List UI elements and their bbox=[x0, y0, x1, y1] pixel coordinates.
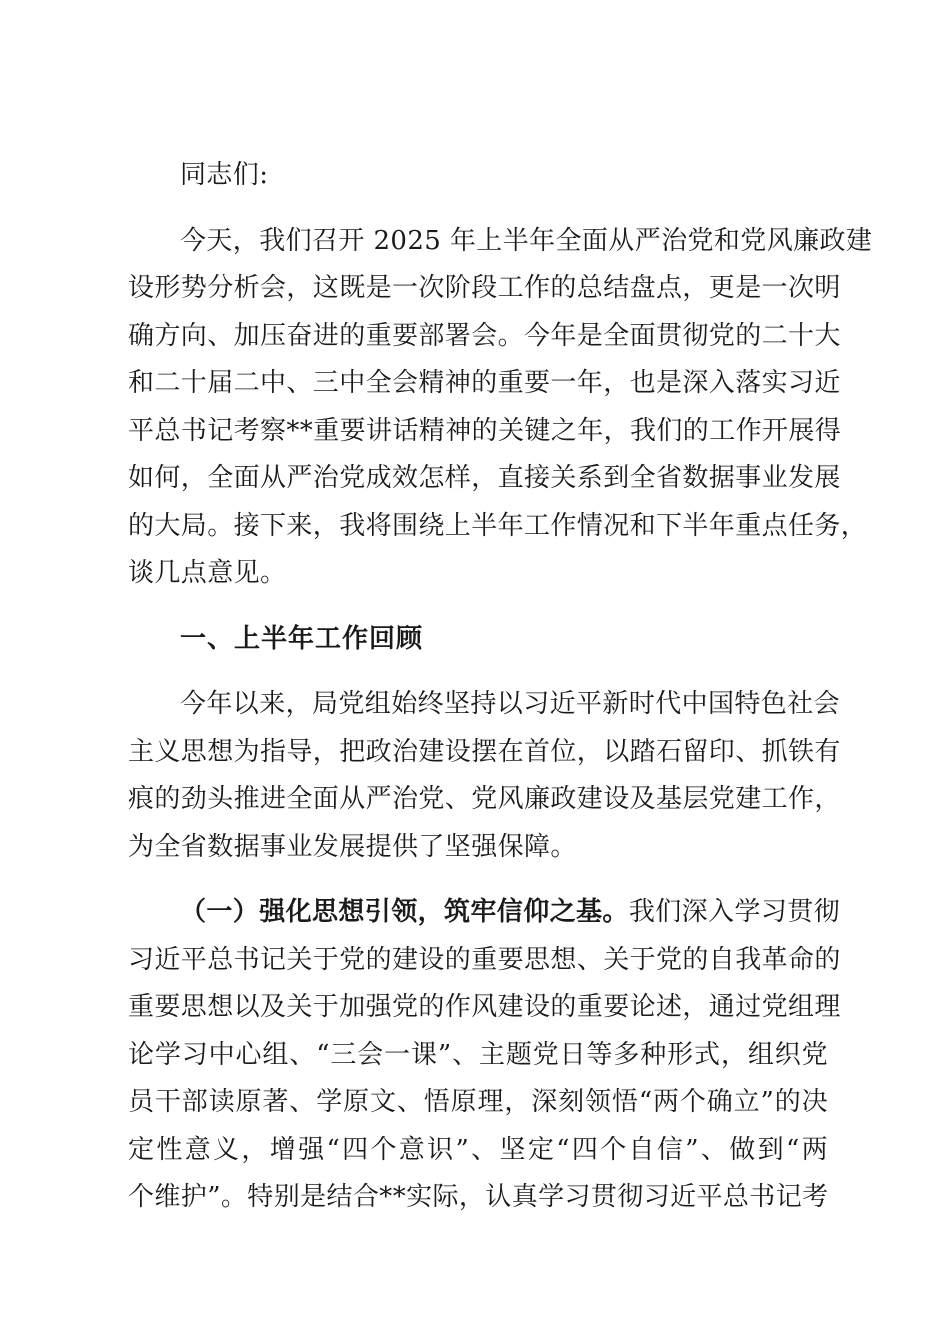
section-heading: 一、上半年工作回顾 bbox=[180, 623, 424, 654]
text-line: 员干部读原著、学原文、悟原理，深刻领悟“两个确立”的决 bbox=[128, 1087, 828, 1117]
document-body bbox=[128, 152, 873, 1222]
paragraph-gap bbox=[128, 598, 828, 616]
subsection1-paragraph bbox=[128, 889, 841, 1222]
text-line: 习近平总书记关于党的建设的重要思想、关于党的自我革命的 bbox=[128, 944, 841, 975]
text-line: 定性意义，增强“四个意识”、坚定“四个自信”、做到“两 bbox=[128, 1134, 828, 1165]
paragraph-gap bbox=[128, 663, 828, 681]
text-line: 今天，我们召开 2025 年上半年全面从严治党和党风廉政建 bbox=[180, 225, 873, 256]
text-line: 今年以来，局党组始终坚持以习近平新时代中国特色社会 bbox=[180, 689, 841, 719]
text-line: 重要思想以及关于加强党的作风建设的重要论述，通过党组理 bbox=[128, 992, 841, 1022]
text-line: 平总书记考察**重要讲话精神的关键之年，我们的工作开展得 bbox=[128, 415, 842, 446]
text-line: 痕的劲头推进全面从严治党、党风廉政建设及基层党建工作， bbox=[128, 784, 841, 814]
text-line: 的大局。接下来，我将围绕上半年工作情况和下半年重点任务， bbox=[128, 510, 868, 541]
text-line: 和二十届二中、三中全会精神的重要一年，也是深入落实习近 bbox=[128, 368, 841, 398]
paragraph-gap bbox=[128, 871, 828, 889]
text-line: 谈几点意见。 bbox=[128, 558, 287, 588]
text-line: 个维护”。特别是结合**实际，认真学习贯彻习近平总书记考 bbox=[128, 1182, 829, 1212]
text-line: 如何，全面从严治党成效怎样，直接关系到全省数据事业发展 bbox=[128, 463, 841, 493]
intro-paragraph bbox=[128, 218, 873, 598]
salutation: 同志们: bbox=[180, 160, 269, 190]
section1-paragraph bbox=[128, 681, 841, 871]
text-line: 确方向、加压奋进的重要部署会。今年是全面贯彻党的二十大 bbox=[128, 320, 841, 351]
paragraph-gap bbox=[128, 200, 828, 218]
text-run: 我们深入学习贯彻 bbox=[628, 897, 841, 927]
text-line: 论学习中心组、“三会一课”、主题党日等多种形式，组织党 bbox=[128, 1039, 828, 1070]
subsection-heading: （一）强化思想引领，筑牢信仰之基。 bbox=[180, 897, 629, 927]
text-line: 设形势分析会，这既是一次阶段工作的总结盘点，更是一次明 bbox=[128, 273, 841, 303]
text-line: 为全省数据事业发展提供了坚强保障。 bbox=[128, 831, 577, 862]
subsection-first-line bbox=[128, 889, 841, 937]
text-line: 主义思想为指导，把政治建设摆在首位，以踏石留印、抓铁有 bbox=[128, 736, 841, 767]
